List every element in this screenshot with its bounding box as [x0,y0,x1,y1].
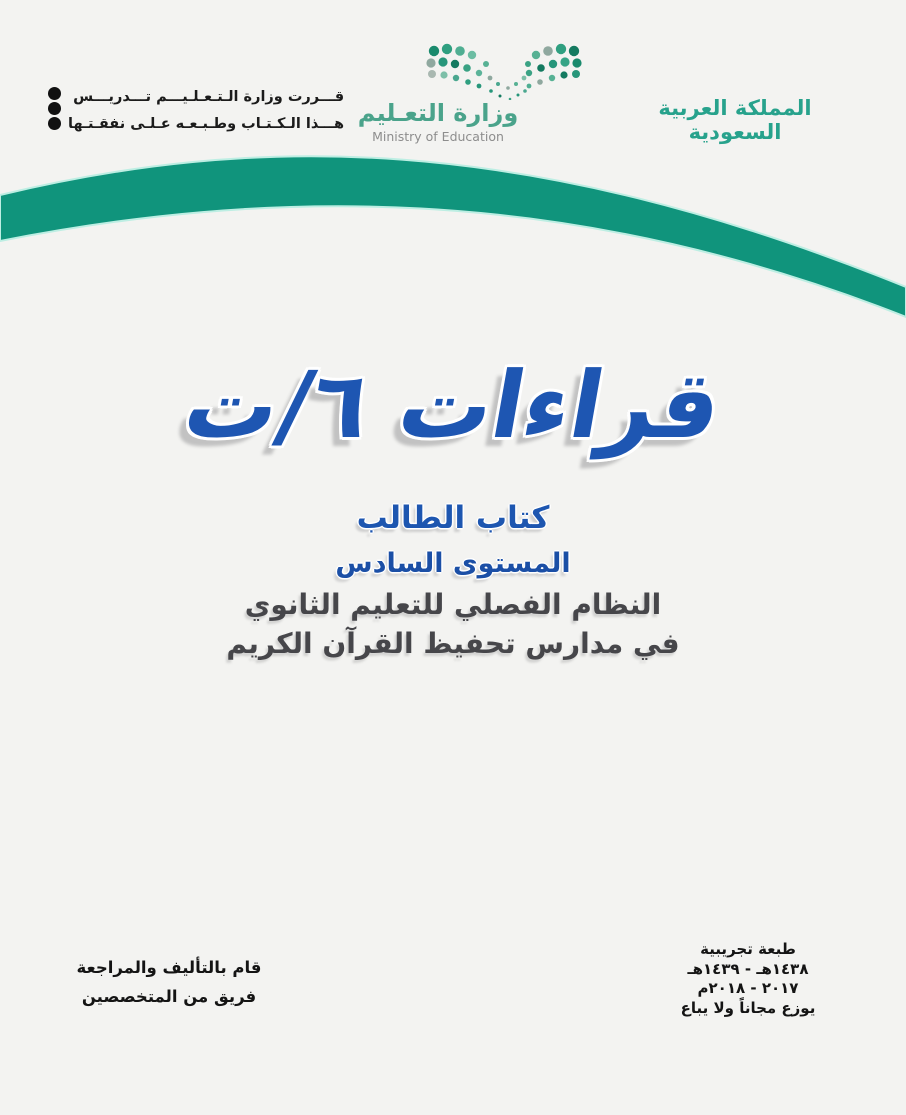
authors-note [55,953,283,1011]
decision-note-text [68,84,344,138]
edition-type: طبعة تجريبية [700,940,796,958]
edition-free-distribution: يوزع مجاناً ولا يباع [680,998,816,1017]
decision-line-2: هـــذا الـكـتـاب وطـبـعـه عـلـى نفقـتـها [68,116,345,132]
education-system-line-1: النظام الفصلي للتعليم الثانوي [244,588,662,621]
ministry-logo-english-name: Ministry of Education [372,129,504,144]
authors-line-1: قام بالتأليف والمراجعة [76,958,262,977]
edition-gregorian-years: ٢٠١٧ - ٢٠١٨م [697,979,799,997]
education-system-line-2: في مدارس تحفيظ القرآن الكريم [226,627,680,660]
edition-hijri-years: ١٤٣٨هـ - ١٤٣٩هـ [687,959,809,978]
decision-note [48,84,344,138]
country-name: المملكة العربية السعودية [658,96,812,144]
decision-bullets [48,84,61,130]
bullet-dot-icon [48,87,61,100]
bullet-dot-icon [48,117,61,130]
book-title: قراءات ٦/ت [176,352,730,459]
edition-note [633,940,863,1018]
bullet-dot-icon [48,102,61,115]
ministry-logo [356,99,520,145]
level-subtitle: المستوى السادس [335,548,571,579]
ministry-logo-dots-icon [424,42,584,100]
authors-line-2: فريق من المتخصصين [81,987,257,1006]
ministry-logo-arabic-name: وزارة التعـليم [357,99,519,127]
book-type-subtitle: كتاب الطالب [356,500,550,536]
decision-line-1: قـــررت وزارة الـتـعـلـيـــم تـــدريـــس [73,89,345,105]
